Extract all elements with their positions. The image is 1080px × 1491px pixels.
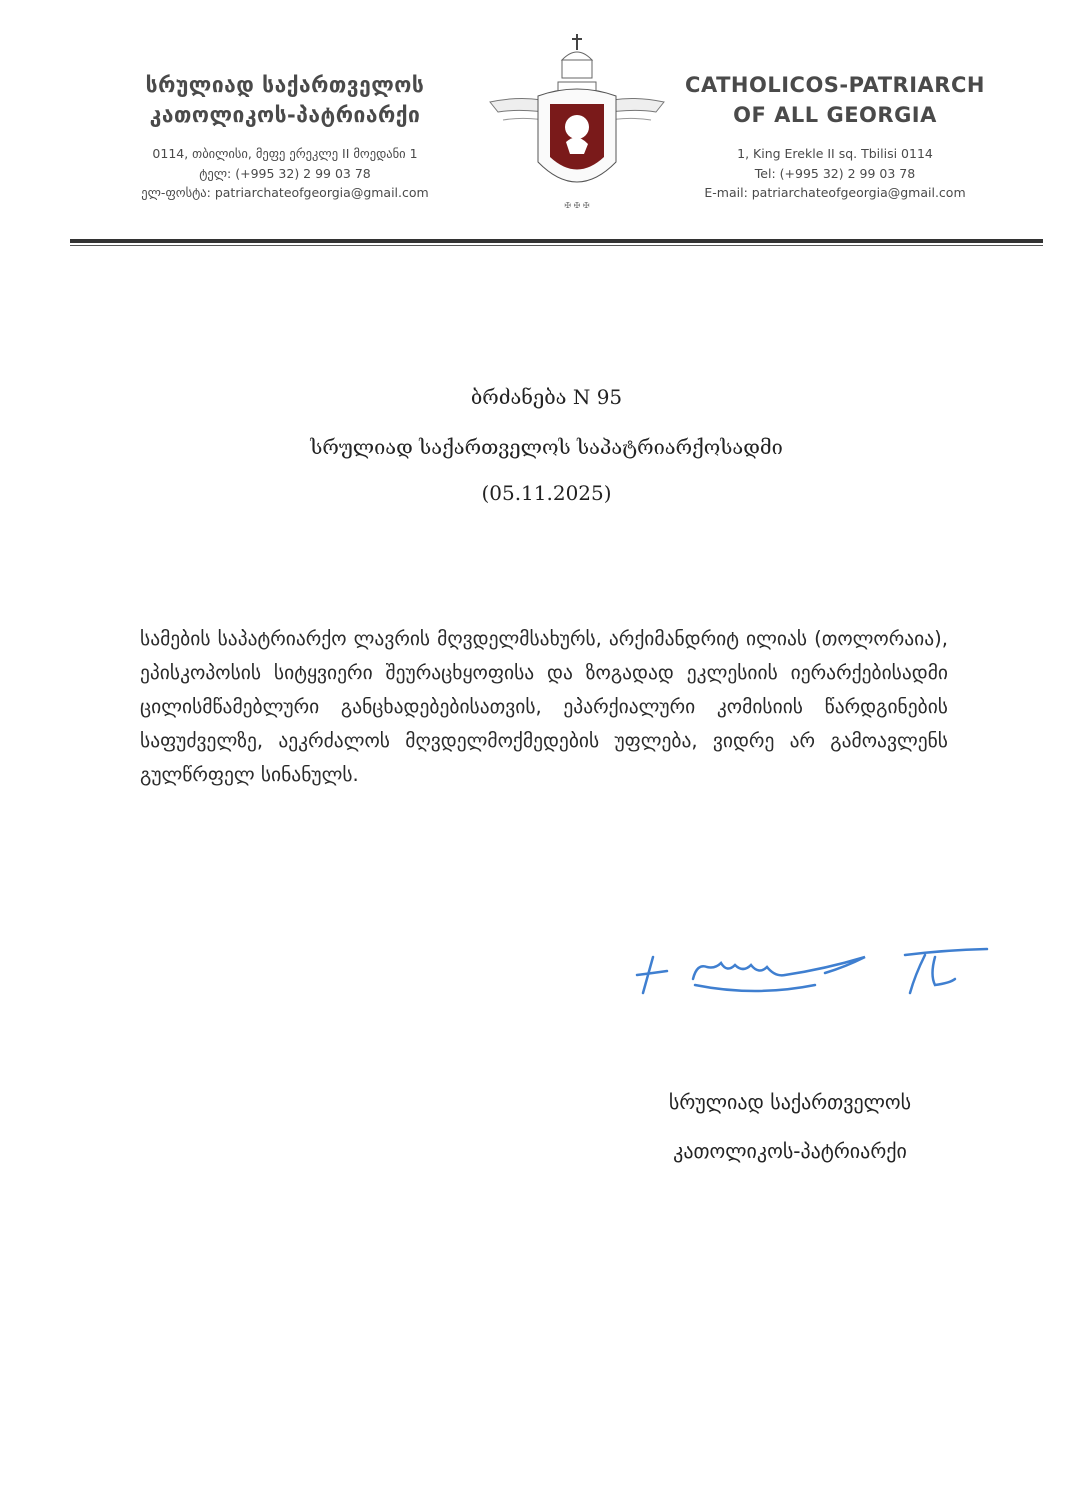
- email-en: E-mail: patriarchateofgeorgia@gmail.com: [704, 185, 966, 200]
- document-title: ბრძანება N 95: [470, 385, 623, 409]
- svg-text:✠ ✠ ✠: ✠ ✠ ✠: [564, 201, 590, 210]
- signatory-line-1: სრულიად საქართველოს: [668, 1090, 912, 1114]
- address-ka: 0114, თბილისი, მეფე ერეკლე II მოედანი 1: [152, 146, 418, 161]
- phone-ka: ტელ: (+995 32) 2 99 03 78: [199, 165, 371, 181]
- header-divider-thin: [70, 245, 1043, 246]
- header-divider: [70, 239, 1043, 243]
- signatory-line-2: კათოლიკოს-პატრიარქი: [673, 1139, 907, 1163]
- address-en: 1, King Erekle II sq. Tbilisi 0114: [737, 146, 933, 161]
- letterhead-title-ka-2: კათოლიკოს-პატრიარქი: [149, 103, 421, 127]
- email-ka: ელ-ფოსტა: patriarchateofgeorgia@gmail.com: [141, 185, 429, 200]
- coat-of-arms-icon: [488, 32, 666, 217]
- letterhead-title-en-1: CATHOLICOS-PATRIARCH: [685, 73, 985, 97]
- letterhead-georgian: [100, 70, 470, 203]
- letterhead-title-ka-1: სრულიად საქართველოს: [145, 73, 425, 97]
- document-body: სამების საპატრიარქო ლავრის მღვდელმსახურს, არქიმანდრიტ ილიას (თოლორაია), ეპისკოპოსის სიტყვიერი შეურაცხყოფისა და ზოგადად ეკლესიის იერარქებისადმი ცილისმწამებლური განცხადებებისათვის, ეპარქიალური კომისიის წარდგინების საფუძველზე, აეკრძალოს მღვდელმოქმედების უფლება, ვიდრე არ გამოავლენს გულწრფელ სინანულს.: [140, 627, 948, 786]
- letterhead-english: [680, 70, 990, 203]
- document-addressee: სრულიად საქართველოს საპატრიარქოსადმი: [310, 435, 783, 459]
- phone-en: Tel: (+995 32) 2 99 03 78: [754, 165, 916, 181]
- letterhead-title-en-2: OF ALL GEORGIA: [733, 103, 937, 127]
- document-date: (05.11.2025): [481, 481, 612, 505]
- handwritten-signature: [635, 945, 995, 1015]
